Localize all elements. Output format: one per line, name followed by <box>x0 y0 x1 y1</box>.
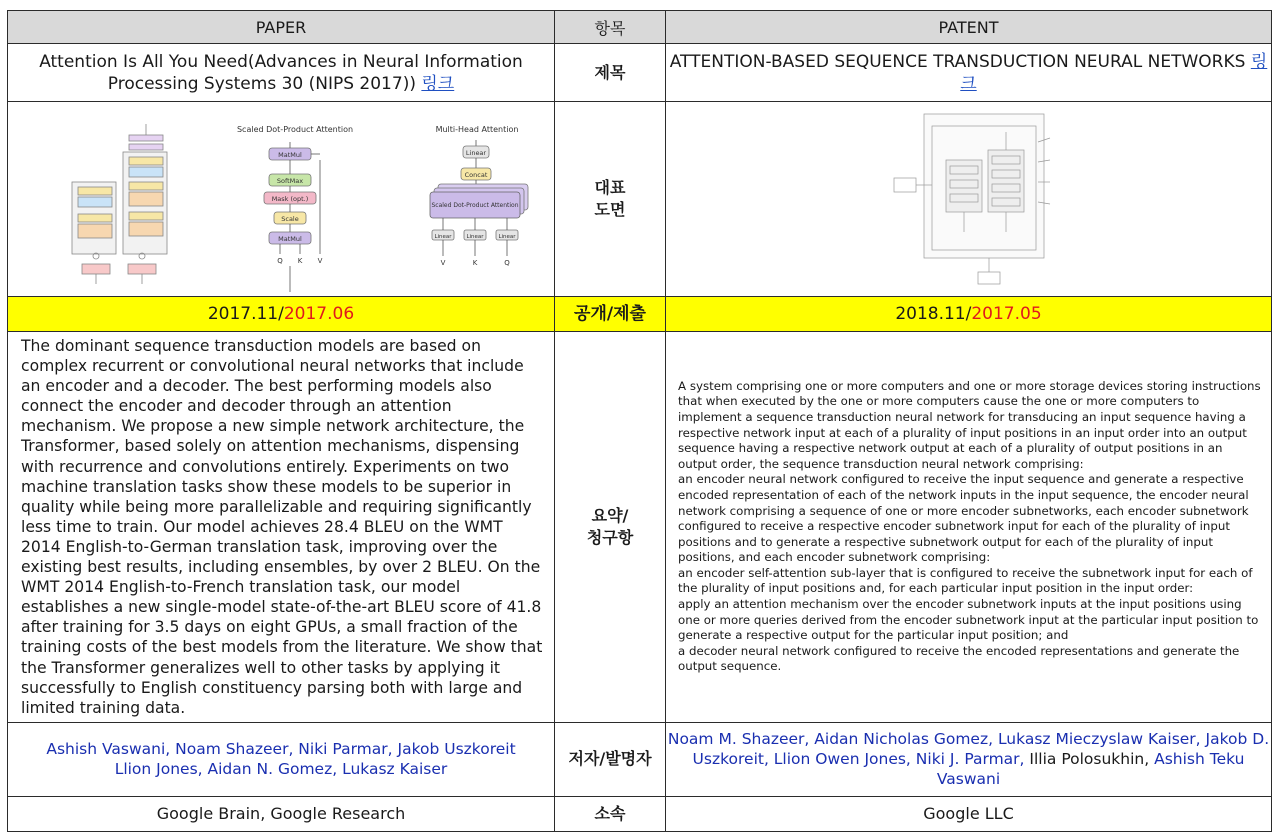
drawing-label-line2: 도면 <box>594 200 626 219</box>
date-row <box>8 297 1272 332</box>
patent-inventors-a: Noam M. Shazeer, Aidan Nicholas Gomez, Lukasz Mieczyslaw Kaiser, Jakob D. Uszkoreit, Llion Owen Jones, Niki J. Parmar, <box>667 730 1270 769</box>
paper-link[interactable]: 링크 <box>421 73 455 94</box>
paper-authors-line2: Llion Jones, Aidan N. Gomez, Lukasz Kaiser <box>114 760 448 779</box>
mha-input: K <box>472 259 478 267</box>
sdpa-block: MatMul <box>278 151 302 159</box>
patent-assignee: Google LLC <box>666 796 1272 831</box>
sdpa-input: V <box>317 257 323 265</box>
patent-figure <box>666 102 1272 292</box>
patent-date-cell <box>666 297 1272 332</box>
claim-paragraph: apply an attention mechanism over the encoder subnetwork inputs at the input positions using one or more queries derived from the encoder subnetwork input at the particular input position to generate a respective output for the particular input position; and <box>678 597 1259 643</box>
summary-label-line1: 요약/ <box>591 505 629 525</box>
mha-block: Linear <box>465 149 487 157</box>
claim-paragraph: an encoder self-attention sub-layer that is configured to receive the subnetwork input for each of the plurality of input positions and, for each particular input position in the input order: <box>678 565 1253 596</box>
patent-inventors-b: Illia Polosukhin, <box>1029 750 1150 769</box>
summary-label <box>555 332 666 723</box>
mha-block: Linear <box>466 234 484 240</box>
affiliation-label: 소속 <box>555 796 666 831</box>
mha-block: Concat <box>464 171 488 179</box>
patent-link[interactable]: 링크 <box>960 51 1268 94</box>
claim-paragraph: A system comprising one or more computers and one or more storage devices storing instructions that when executed by the one or more computers cause the one or more computers to implement a sequence transduction neural network for transducing an input sequence having a respective network input at each of a plurality of input positions in an input order into an output sequence having a respective network output at each of a plurality of output positions in an output order, the sequence transduction neural network comprising: <box>678 378 1261 471</box>
sdpa-block: MatMul <box>278 235 302 243</box>
claim-paragraph: a decoder neural network configured to receive the encoded representations and generate the output sequence. <box>678 643 1240 674</box>
comparison-table <box>7 10 1272 832</box>
paper-title-cell <box>8 44 555 102</box>
paper-date-cell <box>8 297 555 332</box>
scaled-dot-product-attention-figure <box>264 142 323 292</box>
patent-inventors-c: Ashish Teku Vaswani <box>936 750 1245 789</box>
mha-block: Scaled Dot-Product Attention <box>431 202 519 209</box>
paper-drawing-cell <box>8 102 555 297</box>
date-label: 공개/제출 <box>555 297 666 332</box>
summary-row <box>8 332 1272 723</box>
mha-block: Linear <box>498 234 516 240</box>
header-paper: PAPER <box>8 11 555 44</box>
transformer-architecture-figure <box>72 124 167 284</box>
header-item: 항목 <box>555 11 666 44</box>
paper-affiliation: Google Brain, Google Research <box>8 796 555 831</box>
patent-published-date: 2018.11/ <box>895 304 972 324</box>
summary-label-line2: 청구항 <box>586 527 634 547</box>
paper-submitted-date: 2017.06 <box>283 304 355 324</box>
header-row <box>8 11 1272 44</box>
multi-head-attention-figure <box>430 140 528 267</box>
transformer-figures <box>8 102 555 292</box>
sdpa-block: Scale <box>281 215 299 223</box>
sdpa-input: K <box>297 257 303 265</box>
sdpa-title: Scaled Dot-Product Attention <box>236 125 354 134</box>
title-row <box>8 44 1272 102</box>
paper-title: Attention Is All You Need(Advances in Neural Information Processing Systems 30 (NIPS 2017)) <box>39 51 523 94</box>
drawing-row <box>8 102 1272 297</box>
paper-authors-line1: Ashish Vaswani, Noam Shazeer, Niki Parmar, Jakob Uszkoreit <box>46 740 516 759</box>
drawing-label-line1: 대표 <box>594 178 626 197</box>
paper-authors <box>8 722 555 796</box>
paper-abstract: The dominant sequence transduction models are based on complex recurrent or convolutional neural networks that include an encoder and a decoder. The best performing models also connect the encoder and decoder through an attention mechanism. We propose a new simple network architecture, the Transformer, based solely on attention mechanisms, dispensing with recurrence and convolutions entirely. Experiments on two machine translation tasks show these models to be superior in quality while being more parallelizable and requiring significantly less time to train. Our model achieves 28.4 BLEU on the WMT 2014 English-to-German translation task, improving over the existing best results, including ensembles, by over 2 BLEU. On the WMT 2014 English-to-French translation task, our model establishes a new single-model state-of-the-art BLEU score of 41.8 after training for 3.5 days on eight GPUs, a small fraction of the training costs of the best models from the literature. We show that the Transformer generalizes well to other tasks by applying it successfully to English constituency parsing both with large and limited training data. <box>8 332 555 723</box>
authors-row <box>8 722 1272 796</box>
mha-block: Linear <box>434 234 452 240</box>
title-label: 제목 <box>555 44 666 102</box>
patent-filed-date: 2017.05 <box>971 304 1042 324</box>
sdpa-block: Mask (opt.) <box>271 195 309 203</box>
drawing-label <box>555 102 666 297</box>
patent-inventors <box>666 722 1272 796</box>
authors-label: 저자/발명자 <box>555 722 666 796</box>
paper-published-date: 2017.11/ <box>207 304 284 324</box>
mha-title: Multi-Head Attention <box>435 125 519 134</box>
patent-claims <box>666 332 1272 723</box>
patent-drawing-cell <box>666 102 1272 297</box>
header-patent: PATENT <box>666 11 1272 44</box>
sdpa-block: SoftMax <box>276 177 304 185</box>
claim-paragraph: an encoder neural network configured to receive the input sequence and generate a respective encoded representation of each of the network inputs in the input sequence, the encoder neural network comprising a sequence of one or more encoder subnetworks, each encoder subnetwork configured to receive a respective encoder subnetwork input for each of the plurality of input positions and to generate a respective subnetwork output for each of the plurality of input positions, and each encoder subnetwork comprising: <box>678 472 1249 565</box>
patent-title-cell <box>666 44 1272 102</box>
sdpa-input: Q <box>277 257 283 265</box>
patent-title: ATTENTION-BASED SEQUENCE TRANSDUCTION NEURAL NETWORKS <box>669 51 1246 72</box>
mha-input: Q <box>504 259 510 267</box>
mha-input: V <box>440 259 446 267</box>
affiliation-row <box>8 796 1272 831</box>
